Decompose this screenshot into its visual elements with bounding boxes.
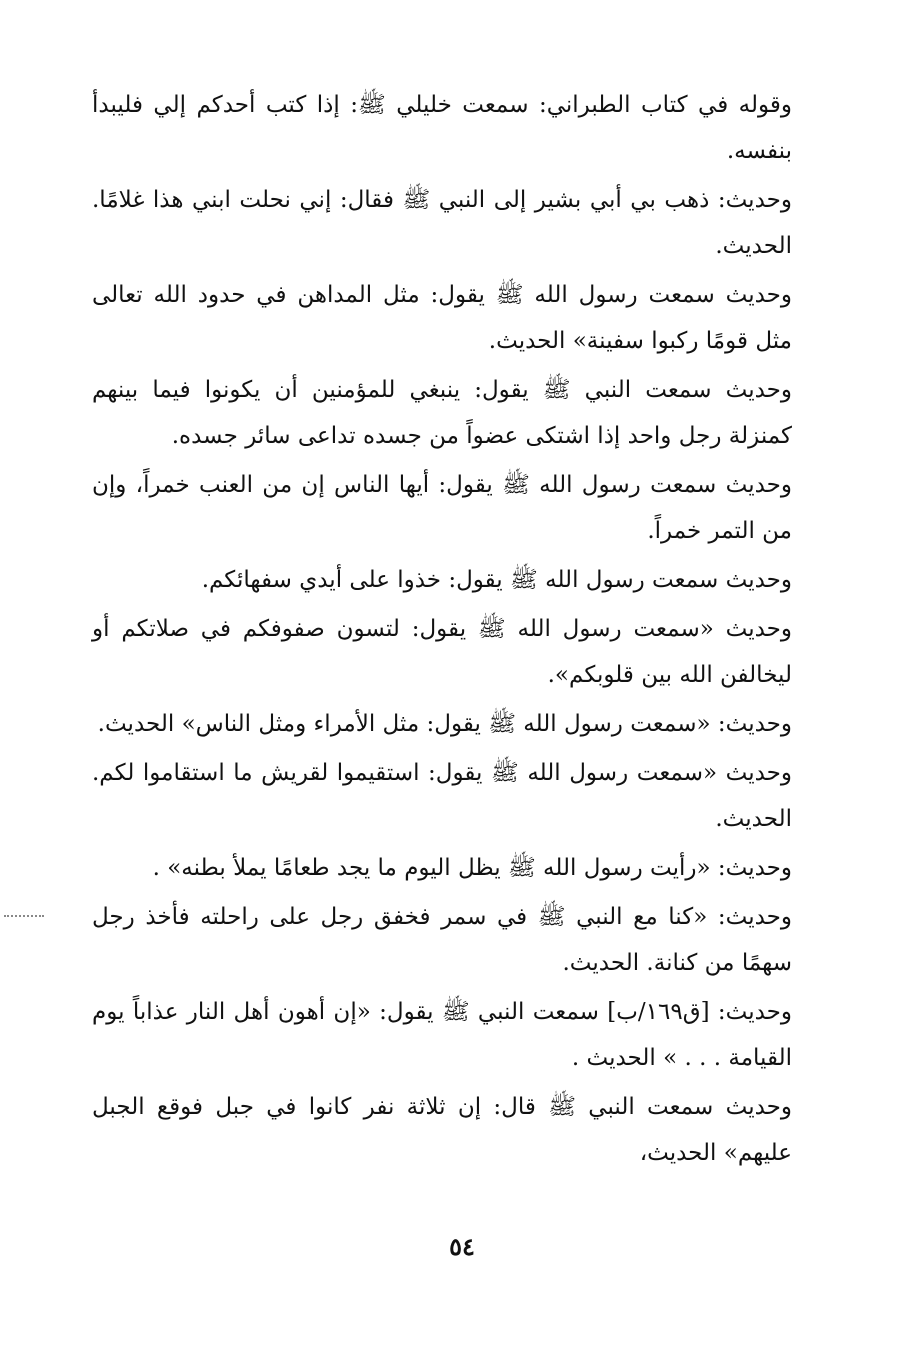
paragraph: وحديث «سمعت رسول الله ﷺ يقول: لتسون صفوفكم في صلاتكم أو ليخالفن الله بين قلوبكم». xyxy=(92,616,792,688)
paragraph: وحديث سمعت رسول الله ﷺ يقول: مثل المداهن في حدود الله تعالى مثل قومًا ركبوا سفينة» الحديث. xyxy=(92,282,792,354)
paragraph: وقوله في كتاب الطبراني: سمعت خليلي ﷺ: إذا كتب أحدكم إلي فليبدأ بنفسه. xyxy=(92,92,792,164)
paragraph: وحديث: «سمعت رسول الله ﷺ يقول: مثل الأمراء ومثل الناس» الحديث. xyxy=(97,711,792,737)
body-text xyxy=(92,82,792,1179)
margin-dots xyxy=(4,915,44,919)
paragraph: وحديث سمعت رسول الله ﷺ يقول: أيها الناس إن من العنب خمراً، وإن من التمر خمراً. xyxy=(92,472,792,544)
paragraph: وحديث سمعت النبي ﷺ قال: إن ثلاثة نفر كانوا في جبل فوقع الجبل عليهم» الحديث، xyxy=(92,1094,792,1166)
paragraph: وحديث سمعت النبي ﷺ يقول: ينبغي للمؤمنين أن يكونوا فيما بينهم كمنزلة رجل واحد إذا اشتكى عضواً من جسده تداعى سائر جسده. xyxy=(92,377,792,449)
paragraph: وحديث: ذهب بي أبي بشير إلى النبي ﷺ فقال: إني نحلت ابني هذا غلامًا. الحديث. xyxy=(92,187,792,259)
paragraph: وحديث: «رأيت رسول الله ﷺ يظل اليوم ما يجد طعامًا يملأ بطنه» . xyxy=(152,855,792,881)
paragraph: وحديث: «كنا مع النبي ﷺ في سمر فخفق رجل على راحلته فأخذ رجل سهمًا من كنانة. الحديث. xyxy=(92,904,792,976)
paragraph: وحديث: [ق١٦٩/ب] سمعت النبي ﷺ يقول: «إن أهون أهل النار عذاباً يوم القيامة . . . » الحديث . xyxy=(92,999,792,1071)
paragraph: وحديث سمعت رسول الله ﷺ يقول: خذوا على أيدي سفهائكم. xyxy=(201,567,792,593)
paragraph: وحديث «سمعت رسول الله ﷺ يقول: استقيموا لقريش ما استقاموا لكم. الحديث. xyxy=(92,760,792,832)
page-number: ٥٤ xyxy=(449,1232,475,1261)
